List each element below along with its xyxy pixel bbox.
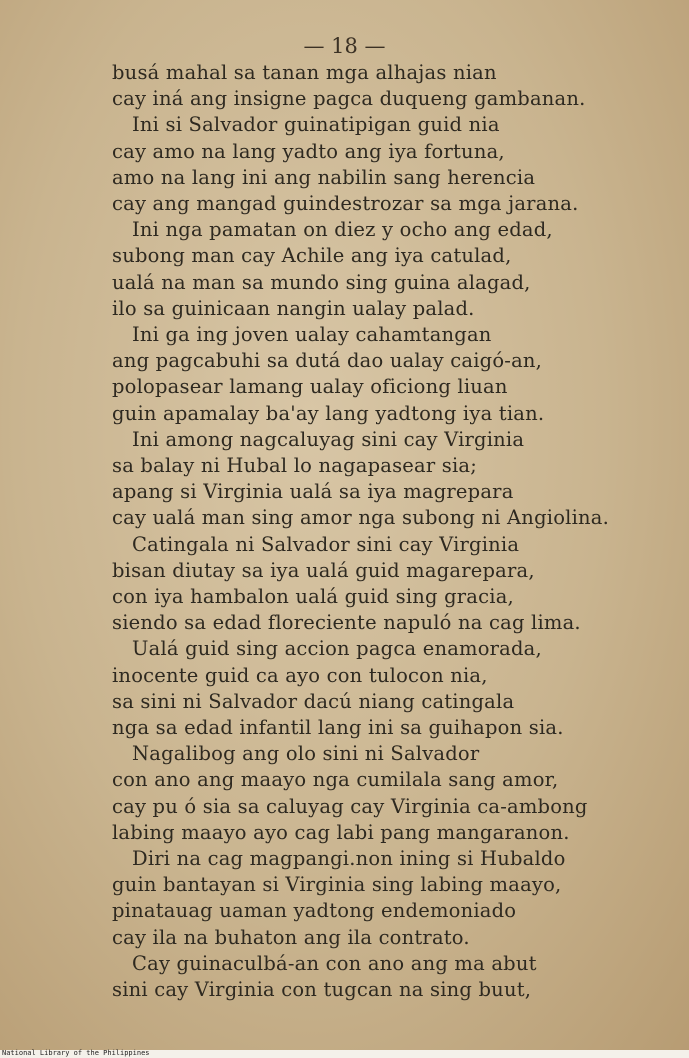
verse-line: Diri na cag magpangi.non ining si Hubaldo xyxy=(132,847,566,870)
verse-line: inocente guid ca ayo con tulocon nia, xyxy=(112,663,488,687)
verse-line: sini cay Virginia con tugcan na sing buut, xyxy=(112,978,532,1001)
verse-line: guin bantayan si Virginia sing labing maayo, xyxy=(112,873,562,897)
verse-line: siendo sa edad floreciente napuló na cag lima. xyxy=(112,611,581,635)
page-number: — 18 — xyxy=(303,34,386,58)
verse-line: cay ila na buhaton ang ila contrato. xyxy=(112,925,470,949)
verse-line: sa sini ni Salvador dacú niang catingala xyxy=(112,689,515,713)
verse-line: bisan diutay sa iya ualá guid magarepara, xyxy=(112,558,535,582)
verse-line: apang si Virginia ualá sa iya magrepara xyxy=(112,480,514,504)
verse-line: Catingala ni Salvador sini cay Virginia xyxy=(132,532,520,556)
verse-line: Cay guinaculbá-an con ano ang ma abut xyxy=(132,951,537,975)
verse-line: guin apamalay ba'ay lang yadtong iya tian. xyxy=(112,401,545,425)
verse-line: Ini among nagcaluyag sini cay Virginia xyxy=(132,427,525,451)
verse-line: cay pu ó sia sa caluyag cay Virginia ca-ambong xyxy=(112,794,588,818)
library-credit: National Library of the Philippines xyxy=(2,1049,150,1057)
verse-line: ang pagcabuhi sa dutá dao ualay caigó-an, xyxy=(112,349,543,373)
verse-line: ilo sa guinicaan nangin ualay palad. xyxy=(112,296,475,320)
verse-line: nga sa edad infantil lang ini sa guihapon sia. xyxy=(112,716,564,739)
verse-line: amo na lang ini ang nabilin sang herencia xyxy=(112,165,536,189)
verse-line: busá mahal sa tanan mga alhajas nian xyxy=(112,61,497,84)
verse-line: pinatauag uaman yadtong endemoniado xyxy=(112,899,517,923)
verse-line: sa balay ni Hubal lo nagapasear sia; xyxy=(112,454,478,477)
verse-line: Ualá guid sing accion pagca enamorada, xyxy=(132,637,542,661)
verse-line: con iya hambalon ualá guid sing gracia, xyxy=(112,585,514,608)
verse-line: polopasear lamang ualay oficiong liuan xyxy=(112,375,508,399)
verse-line: Ini si Salvador guinatipigan guid nia xyxy=(132,113,500,137)
verse-line: Ini ga ing joven ualay cahamtangan xyxy=(132,323,492,346)
verse-line: cay ang mangad guindestrozar sa mga jarana. xyxy=(112,192,579,215)
verse-line: Ini nga pamatan on diez y ocho ang edad, xyxy=(132,218,553,242)
verse-line: subong man cay Achile ang iya catulad, xyxy=(112,244,512,268)
verse-line: ualá na man sa mundo sing guina alagad, xyxy=(112,270,531,294)
verse-line: cay ualá man sing amor nga subong ni Angiolina. xyxy=(112,506,609,530)
verse-line: cay iná ang insigne pagca duqueng gambanan. xyxy=(112,87,586,111)
footer-bar xyxy=(0,1050,689,1058)
verse-line: labing maayo ayo cag labi pang mangaranon. xyxy=(112,820,570,844)
verse-line: con ano ang maayo nga cumilala sang amor, xyxy=(112,768,559,792)
verse-line: Nagalibog ang olo sini ni Salvador xyxy=(132,742,480,766)
verse-line: cay amo na lang yadto ang iya fortuna, xyxy=(112,139,505,163)
